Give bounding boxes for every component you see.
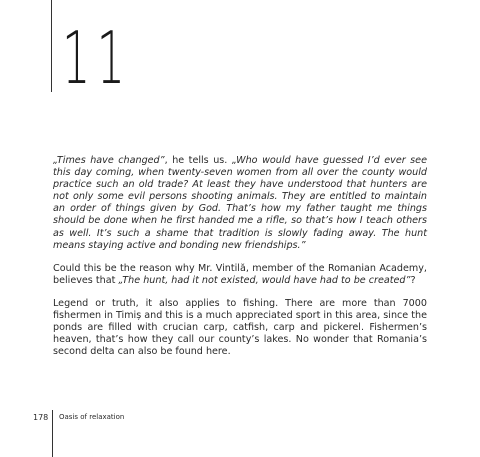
section-name: Oasis of relaxation bbox=[59, 413, 125, 421]
text-segment: ? bbox=[410, 274, 416, 286]
top-vertical-rule bbox=[51, 0, 52, 92]
footer-vertical-rule bbox=[52, 410, 53, 457]
quote-segment: „The hunt, had it not existed, would have had to be created” bbox=[118, 274, 411, 286]
text-segment: Could this be the reason why Mr. Vintilă, member of the Romanian Academy, believes that bbox=[53, 262, 427, 286]
chapter-number: 11 bbox=[62, 16, 132, 100]
paragraph-3 bbox=[53, 298, 427, 358]
text-segment: Legend or truth, it also applies to fishing. There are more than 7000 fishermen in Timiș and this is a much appreciated sport in this area, since the ponds are filled with crucian carp, catfish, carp and pickerel. Fishermen’s heaven, that’s how they call our county’s lakes. No wonder that Romania’s second delta can also be found here. bbox=[53, 297, 427, 358]
page-number: 178 bbox=[33, 413, 49, 422]
quote-segment: „Times have changed” bbox=[53, 155, 165, 166]
quote-segment: „Who would have guessed I’d ever see this day coming, when twenty-seven women from all over the county would practice such an old trade? At least they have understood that hunters are not only some evil persons shooting animals. They are entitled to maintain an order of things given by God. That’s how my father taught me things should be done when he first handed me a rifle, so that’s how I teach others as well. It’s such a shame that tradition is slowly fading away. The hunt means staying active and bonding new friendships.” bbox=[53, 155, 427, 251]
article-body bbox=[53, 155, 427, 369]
paragraph-2 bbox=[53, 263, 427, 287]
paragraph-1 bbox=[53, 155, 427, 252]
text-segment: , he tells us. bbox=[164, 155, 232, 166]
